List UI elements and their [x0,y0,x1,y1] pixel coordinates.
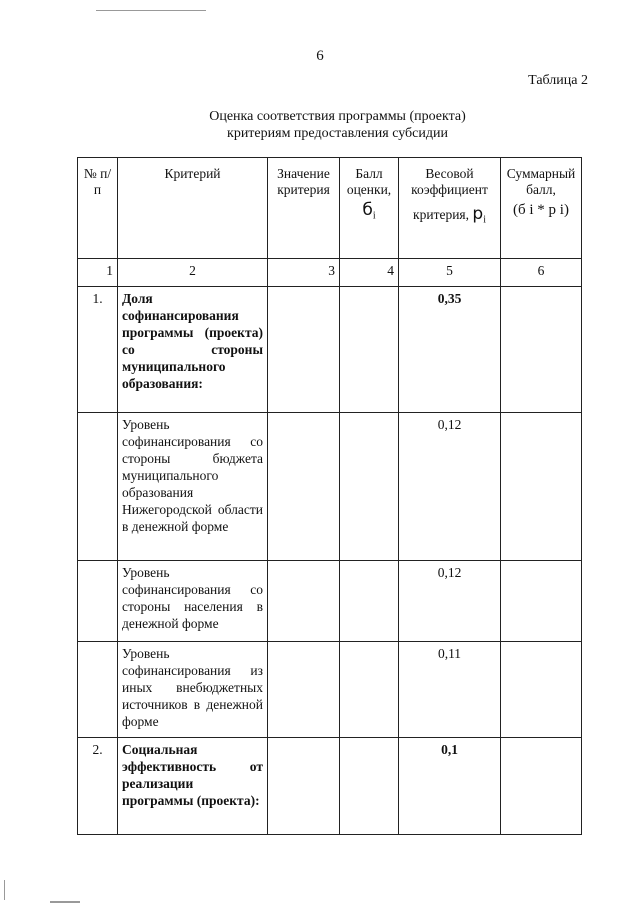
page-number: 6 [316,48,324,64]
table-title-line-2: критериям предоставления субсидии [227,126,448,141]
column-number: 4 [340,259,399,287]
value-cell [268,413,340,561]
value-cell [268,561,340,642]
row-number [78,413,118,561]
header-weight-line-1: Весовой коэффициент [411,166,488,197]
value-cell [268,287,340,413]
column-number: 1 [78,259,118,287]
column-number: 3 [268,259,340,287]
total-cell [501,561,582,642]
criterion-text: Уровень софинансирования со стороны населения в денежной форме [118,561,268,642]
score-cell [340,642,399,738]
row-number [78,561,118,642]
column-number: 5 [399,259,501,287]
header-score-label: Балл оценки, [346,166,392,197]
scan-artifact-top [96,10,206,11]
weight-cell: 0,35 [399,287,501,413]
weight-cell: 0,11 [399,642,501,738]
header-total [501,158,582,259]
weight-cell: 0,1 [399,738,501,835]
weight-cell: 0,12 [399,413,501,561]
criterion-text: Уровень софинансирования из иных внебюджетных источников в денежной форме [118,642,268,738]
row-number: 1. [78,287,118,413]
header-criterion: Критерий [118,158,268,259]
criterion-text: Уровень софинансирования со стороны бюджета муниципального образования Нижегородской области в денежной форме [118,413,268,561]
score-cell [340,287,399,413]
table-label: Таблица 2 [528,73,588,88]
header-weight-index: i [483,214,486,226]
scan-artifact-left [4,880,5,900]
score-cell [340,561,399,642]
criteria-table [77,157,582,835]
weight-cell: 0,12 [399,561,501,642]
header-score-index: i [372,210,376,222]
header-no: № п/п [78,158,118,259]
table-title [0,108,640,142]
header-score [340,158,399,259]
value-cell [268,738,340,835]
table-row [78,561,582,642]
score-cell [340,413,399,561]
header-score-symbol: б [362,200,373,220]
table-title-line-1: Оценка соответствия программы (проекта) [209,109,466,124]
row-number: 2. [78,738,118,835]
header-weight [399,158,501,259]
table-row [78,738,582,835]
score-cell [340,738,399,835]
total-cell [501,642,582,738]
header-total-label: Суммарный балл, [506,166,576,197]
header-value: Значение критерия [268,158,340,259]
criterion-text: Социальная эффективность от реализации программы (проекта): [118,738,268,835]
value-cell [268,642,340,738]
column-number: 6 [501,259,582,287]
row-number [78,642,118,738]
table-row [78,413,582,561]
criterion-text: Доля софинансирования программы (проекта) со стороны муниципального образования: [118,287,268,413]
table-row [78,642,582,738]
header-row [78,158,582,259]
total-cell [501,287,582,413]
header-total-formula: (б i * p i) [513,202,569,218]
scan-artifact-bottom [50,901,80,903]
total-cell [501,738,582,835]
column-number: 2 [118,259,268,287]
total-cell [501,413,582,561]
table-row [78,287,582,413]
header-weight-line-2: критерия, [413,207,470,222]
header-weight-symbol: p [472,204,484,224]
column-number-row [78,259,582,287]
